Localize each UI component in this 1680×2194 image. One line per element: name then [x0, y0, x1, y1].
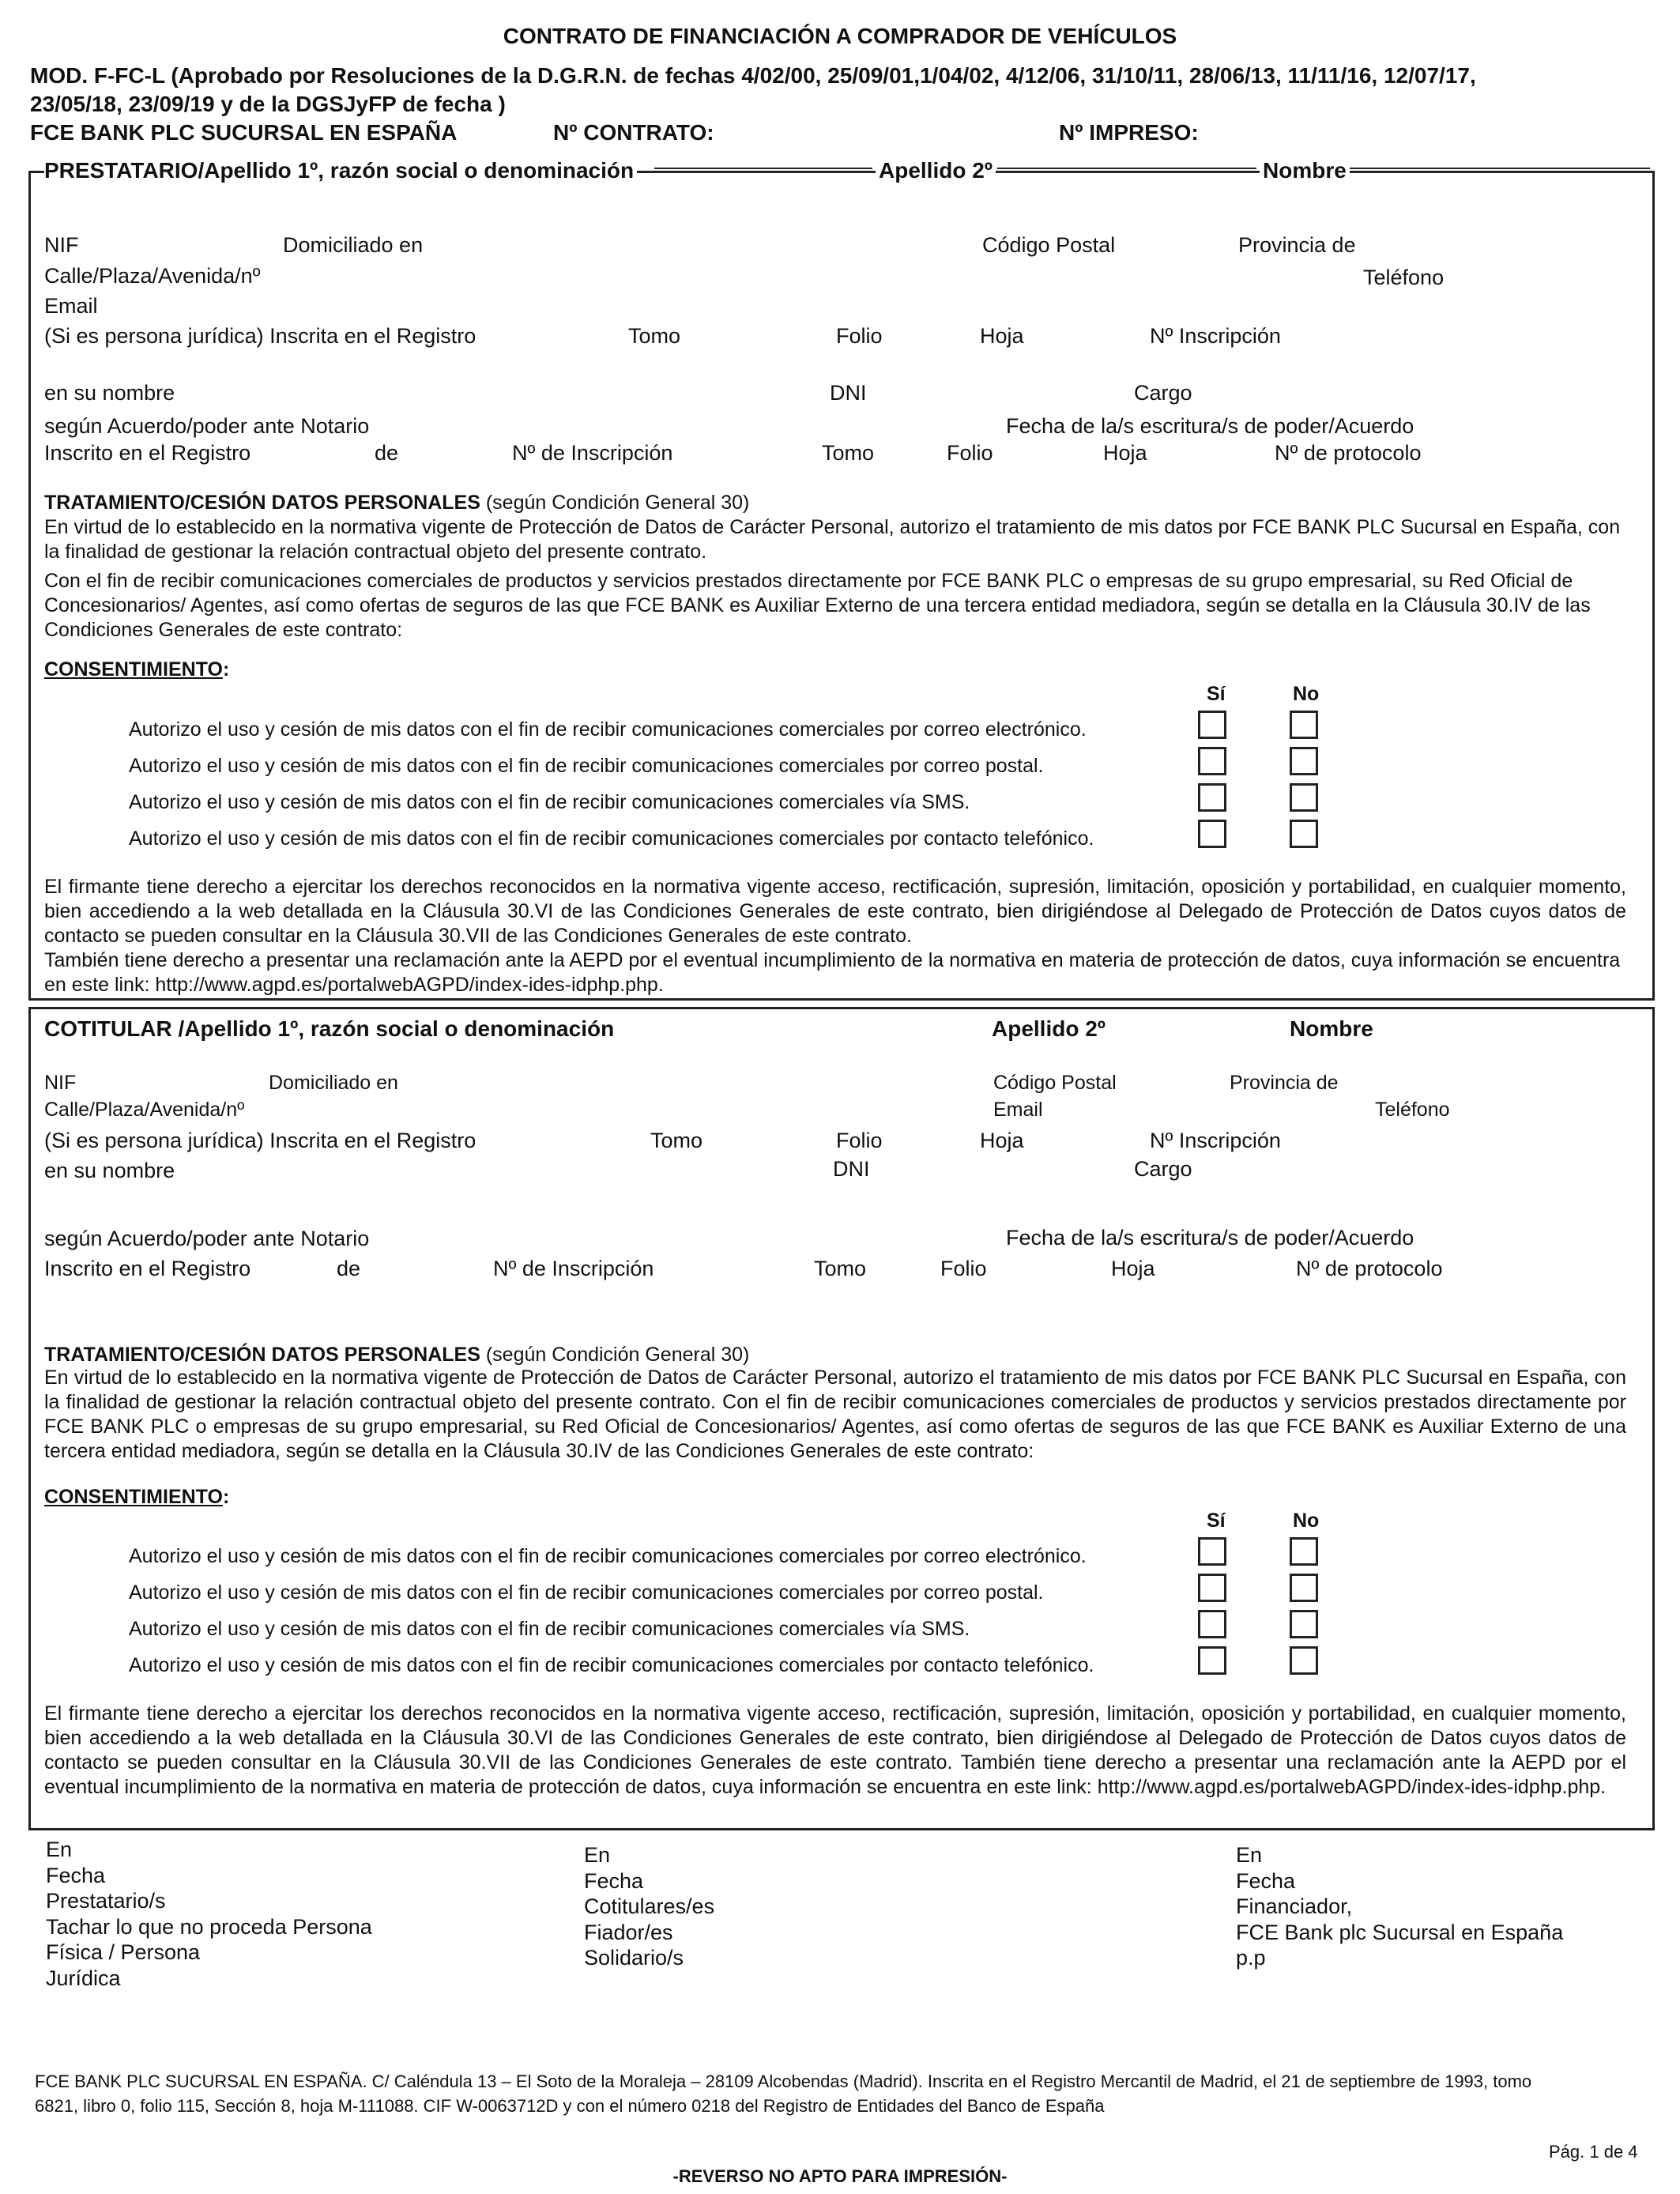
borrower-postal-si-checkbox[interactable]: [1198, 747, 1226, 775]
borrower-n-inscripcion-label: Nº de Inscripción: [512, 441, 673, 465]
cotitular-notario-label: según Acuerdo/poder ante Notario: [44, 1227, 370, 1250]
borrower-calle-label: Calle/Plaza/Avenida/nº: [44, 264, 261, 288]
cotitular-sms-si-checkbox[interactable]: [1198, 1610, 1226, 1638]
borrower-consent-phone: Autorizo el uso y cesión de mis datos con el fin de recibir comunicaciones comerciales por contacto telefónico.: [129, 827, 1094, 850]
borrower-sms-no-checkbox[interactable]: [1290, 783, 1318, 812]
cotitular-cargo-label: Cargo: [1134, 1157, 1192, 1181]
document-title: CONTRATO DE FINANCIACIÓN A COMPRADOR DE VEHÍCULOS: [503, 24, 1177, 48]
contract-number-label: Nº CONTRATO:: [553, 120, 714, 145]
borrower-no-label: No: [1293, 683, 1320, 705]
borrower-hoja-label: Hoja: [980, 324, 1024, 348]
borrower-tomo2-label: Tomo: [822, 441, 875, 465]
cotitular-cp-label: Código Postal: [993, 1072, 1117, 1094]
borrower-tratamiento-text-1: En virtud de lo establecido en la normativa vigente de Protección de Datos de Carácter Personal, autorizo el tratamiento de mis datos por FCE BANK PLC Sucursal en España, con la finalidad de gestionar la relación contractual objeto del presente contrato.: [44, 516, 1621, 563]
borrower-consent-sms: Autorizo el uso y cesión de mis datos con el fin de recibir comunicaciones comerciales vía SMS.: [129, 791, 970, 813]
cotitular-dni-label: DNI: [833, 1157, 870, 1181]
borrower-protocolo-label: Nº de protocolo: [1275, 441, 1422, 465]
borrower-domiciliado-label: Domiciliado en: [283, 233, 424, 257]
borrower-sms-si-checkbox[interactable]: [1198, 783, 1226, 812]
borrower-consent-email: Autorizo el uso y cesión de mis datos con el fin de recibir comunicaciones comerciales por correo electrónico.: [129, 718, 1087, 741]
borrower-dni-label: DNI: [830, 381, 867, 405]
cotitular-consent-heading: CONSENTIMIENTO:: [44, 1486, 230, 1508]
cotitular-apellido2-label: Apellido 2º: [992, 1016, 1106, 1041]
cotitular-postal-no-checkbox[interactable]: [1290, 1574, 1318, 1602]
footer-address-line-1: FCE BANK PLC SUCURSAL EN ESPAÑA. C/ Caléndula 13 – El Soto de la Moraleja – 28109 Alcobendas (Madrid). Inscrita en el Registro Mercantil de Madrid, el 21 de septiembre de 1993, tomo: [35, 2071, 1532, 2091]
borrower-de-label: de: [375, 441, 399, 465]
cotitular-consent-email: Autorizo el uso y cesión de mis datos con el fin de recibir comunicaciones comerciales por correo electrónico.: [129, 1545, 1087, 1567]
cotitular-protocolo-label: Nº de protocolo: [1296, 1257, 1443, 1280]
cotitular-tratamiento-text: En virtud de lo establecido en la normativa vigente de Protección de Datos de Carácter Personal, autorizo el tratamiento de mis datos por FCE BANK PLC Sucursal en España, con la finalidad de gestionar la relación contractual objeto del presente contrato. Con el fin de recibir comunicaciones comerciales de productos y servicios prestados directamente por FCE BANK PLC o empresas de su grupo empresarial, su Red Oficial de Concesionarios/ Agentes, así como ofertas de seguros de las que FCE BANK es Auxiliar Externo de una tercera entidad mediadora, según se detalla en la Cláusula 30.IV de las Condiciones Generales de este contrato:: [44, 1367, 1626, 1462]
cotitular-de-label: de: [337, 1257, 361, 1280]
borrower-phone-no-checkbox[interactable]: [1290, 820, 1318, 848]
borrower-email-label: Email: [44, 294, 98, 318]
borrower-nombre-label: Nombre: [1260, 158, 1350, 183]
borrower-registro-label: Inscrito en el Registro: [44, 441, 251, 465]
borrower-consent-postal: Autorizo el uso y cesión de mis datos con el fin de recibir comunicaciones comerciales por correo postal.: [129, 755, 1044, 777]
cotitular-si-label: Sí: [1207, 1510, 1226, 1532]
borrower-phone-si-checkbox[interactable]: [1198, 820, 1226, 848]
borrower-si-label: Sí: [1207, 683, 1226, 705]
borrower-postal-no-checkbox[interactable]: [1290, 747, 1318, 775]
cotitular-folio2-label: Folio: [940, 1257, 987, 1280]
cotitular-inscripcion-label: Nº Inscripción: [1150, 1129, 1281, 1152]
borrower-fecha-escritura-label: Fecha de la/s escritura/s de poder/Acuerdo: [1006, 414, 1414, 438]
model-line-1: MOD. F-FC-L (Aprobado por Resoluciones de la D.G.R.N. de fechas 4/02/00, 25/09/01,1/04/02, 4/12/06, 31/10/11, 28/06/13, 11/11/16, 12/07/17,: [30, 63, 1476, 88]
cotitular-heading: COTITULAR /Apellido 1º, razón social o denominación: [44, 1016, 615, 1041]
model-line-2: 23/05/18, 23/09/19 y de la DGSJyFP de fecha ): [30, 92, 506, 116]
borrower-nif-label: NIF: [44, 233, 79, 257]
cotitular-registro-label: Inscrito en el Registro: [44, 1257, 251, 1280]
borrower-tomo-label: Tomo: [628, 324, 681, 348]
cotitular-domiciliado-label: Domiciliado en: [269, 1072, 398, 1094]
cotitular-n-inscripcion-label: Nº de Inscripción: [493, 1257, 654, 1280]
cotitular-tratamiento-heading: TRATAMIENTO/CESIÓN DATOS PERSONALES (según Condición General 30): [44, 1344, 750, 1366]
reverso-notice: -REVERSO NO APTO PARA IMPRESIÓN-: [672, 2166, 1008, 2186]
borrower-email-si-checkbox[interactable]: [1198, 711, 1226, 739]
footer-address-line-2: 6821, libro 0, folio 115, Sección 8, hoja M-111088. CIF W-0063712D y con el número 0218 del Registro de Entidades del Banco de España: [35, 2096, 1105, 2116]
cotitular-consent-phone: Autorizo el uso y cesión de mis datos con el fin de recibir comunicaciones comerciales por contacto telefónico.: [129, 1654, 1094, 1676]
borrower-provincia-label: Provincia de: [1238, 233, 1356, 257]
borrower-notario-label: según Acuerdo/poder ante Notario: [44, 414, 370, 438]
page-number: Pág. 1 de 4: [1549, 2142, 1638, 2162]
cotitular-en-su-nombre-label: en su nombre: [44, 1159, 175, 1182]
cotitular-rights-text: El firmante tiene derecho a ejercitar los derechos reconocidos en la normativa vigente acceso, rectificación, supresión, limitación, oposición y portabilidad, en cualquier momento, bien accediendo a la web detallada en la Cláusula 30.VI de las Condiciones Generales de este contrato, bien dirigiéndose al Delegado de Protección de Datos cuyos datos de contacto se pueden consultar en la Cláusula 30.VII de las Condiciones Generales de este contrato. También tiene derecho a presentar una reclamación ante la AEPD por el eventual incumplimiento de la normativa en materia de protección de datos, cuya información se encuentra en este link: http://www.agpd.es/portalwebAGPD/index-ides-idphp.php.: [44, 1702, 1626, 1798]
borrower-inscripcion-label: Nº Inscripción: [1150, 324, 1281, 348]
cotitular-consent-sms: Autorizo el uso y cesión de mis datos con el fin de recibir comunicaciones comerciales vía SMS.: [129, 1618, 970, 1640]
print-number-label: Nº IMPRESO:: [1059, 120, 1199, 145]
cotitular-hoja2-label: Hoja: [1111, 1257, 1155, 1280]
borrower-en-su-nombre-label: en su nombre: [44, 381, 175, 405]
signature-cotitular-block: En Fecha Cotitulares/es Fiador/es Solidario/s: [584, 1843, 715, 1970]
cotitular-nif-label: NIF: [44, 1072, 77, 1094]
header-line-1: [654, 168, 872, 169]
cotitular-nombre-label: Nombre: [1290, 1016, 1373, 1041]
cotitular-hoja-label: Hoja: [980, 1129, 1024, 1152]
borrower-folio-label: Folio: [836, 324, 883, 348]
borrower-consent-heading: CONSENTIMIENTO:: [44, 658, 230, 680]
cotitular-tomo-label: Tomo: [650, 1129, 703, 1152]
cotitular-folio-label: Folio: [836, 1129, 883, 1152]
borrower-cp-label: Código Postal: [982, 233, 1116, 257]
borrower-hoja2-label: Hoja: [1103, 441, 1147, 465]
cotitular-no-label: No: [1293, 1510, 1320, 1532]
cotitular-sms-no-checkbox[interactable]: [1290, 1610, 1318, 1638]
signature-financiador-block: En Fecha Financiador, FCE Bank plc Sucursal en España p.p: [1236, 1843, 1564, 1970]
cotitular-tomo2-label: Tomo: [814, 1257, 867, 1280]
borrower-tratamiento-heading: TRATAMIENTO/CESIÓN DATOS PERSONALES (según Condición General 30): [44, 492, 750, 514]
cotitular-phone-no-checkbox[interactable]: [1290, 1646, 1318, 1675]
borrower-folio2-label: Folio: [947, 441, 993, 465]
header-line-2: [997, 168, 1256, 169]
cotitular-fecha-escritura-label: Fecha de la/s escritura/s de poder/Acuerdo: [1006, 1226, 1414, 1250]
borrower-rights-text: El firmante tiene derecho a ejercitar los derechos reconocidos en la normativa vigente acceso, rectificación, supresión, limitación, oposición y portabilidad, en cualquier momento, bien accediendo a la web detallada en la Cláusula 30.VI de las Condiciones Generales de este contrato, bien dirigiéndose al Delegado de Protección de Datos cuyos datos de contacto se pueden consultar en la Cláusula 30.VII de las Condiciones Generales de este contrato.: [44, 876, 1626, 947]
borrower-heading: PRESTATARIO/Apellido 1º, razón social o denominación: [44, 158, 637, 183]
cotitular-email-no-checkbox[interactable]: [1290, 1537, 1318, 1566]
borrower-apellido2-label: Apellido 2º: [876, 158, 996, 183]
bank-name: FCE BANK PLC SUCURSAL EN ESPAÑA: [30, 120, 458, 145]
cotitular-juridica-label: (Si es persona jurídica) Inscrita en el Registro: [44, 1129, 477, 1152]
cotitular-consent-postal: Autorizo el uso y cesión de mis datos con el fin de recibir comunicaciones comerciales por correo postal.: [129, 1581, 1044, 1604]
signature-borrower-block: En Fecha Prestatario/s Tachar lo que no proceda Persona Física / Persona Jurídica: [46, 1838, 372, 1990]
cotitular-provincia-label: Provincia de: [1230, 1072, 1339, 1094]
borrower-cargo-label: Cargo: [1134, 381, 1192, 405]
borrower-email-no-checkbox[interactable]: [1290, 711, 1318, 739]
borrower-aepd-text: También tiene derecho a presentar una reclamación ante la AEPD por el eventual incumplimiento de la normativa en materia de protección de datos, cuya información se encuentra en este link: http://www.agpd.es/portalwebAGPD/index-ides-idphp.php.: [44, 949, 1621, 996]
borrower-telefono-label: Teléfono: [1363, 266, 1445, 289]
borrower-tratamiento-text-2: Con el fin de recibir comunicaciones comerciales de productos y servicios prestados directamente por FCE BANK PLC o empresas de su grupo empresarial, su Red Oficial de Concesionarios/ Agentes, así como ofertas de seguros de las que FCE BANK es Auxiliar Externo de una tercera entidad mediadora, según se detalla en la Cláusula 30.IV de las Condiciones Generales de este contrato:: [44, 570, 1591, 641]
borrower-juridica-label: (Si es persona jurídica) Inscrita en el Registro: [44, 324, 477, 348]
cotitular-email-si-checkbox[interactable]: [1198, 1537, 1226, 1566]
cotitular-postal-si-checkbox[interactable]: [1198, 1574, 1226, 1602]
cotitular-phone-si-checkbox[interactable]: [1198, 1646, 1226, 1675]
cotitular-calle-label: Calle/Plaza/Avenida/nº: [44, 1099, 245, 1121]
cotitular-email-label: Email: [993, 1099, 1043, 1121]
cotitular-telefono-label: Teléfono: [1375, 1099, 1450, 1121]
header-line-3: [1343, 168, 1650, 169]
